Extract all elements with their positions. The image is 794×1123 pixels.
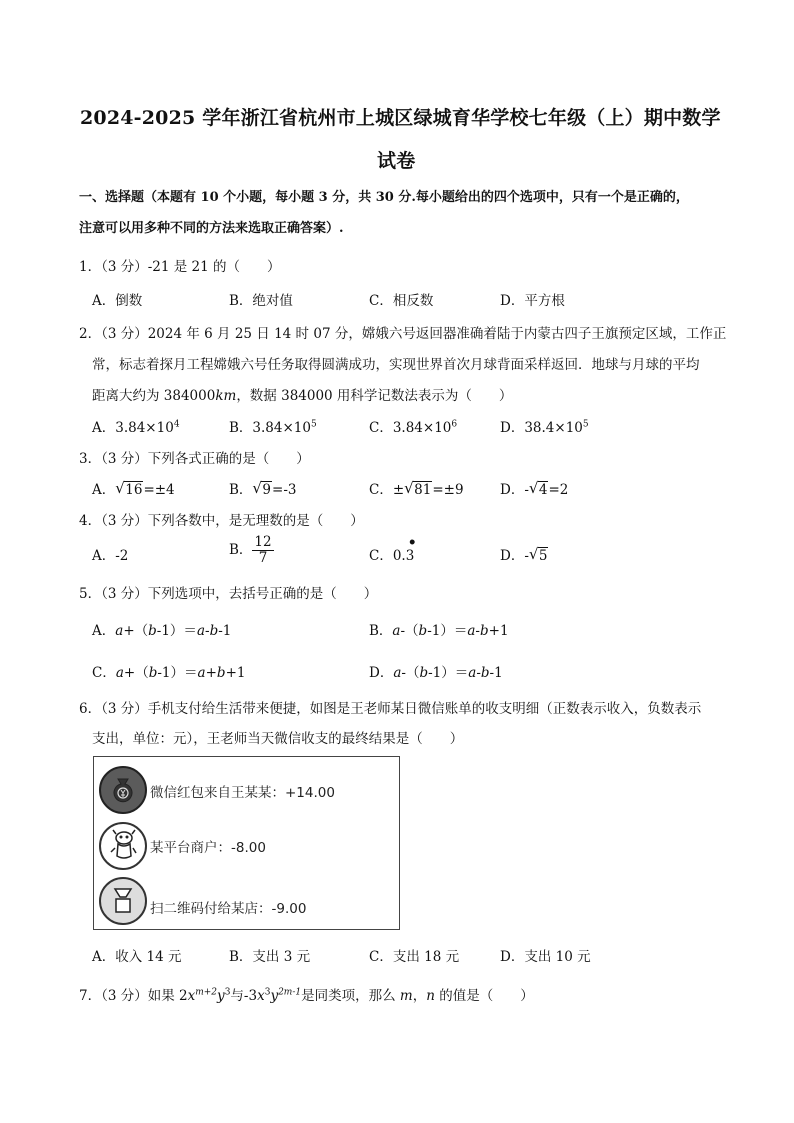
question-5-option-c: C．a+（b-1）＝a+b+1 — [92, 665, 246, 681]
question-6-option-c: C．支出 18 元 — [369, 949, 460, 965]
question-3-option-d — [500, 478, 568, 498]
q2-b-base: B．3.84×10 — [229, 420, 311, 436]
question-7-stem: 7．（3 分）如果 $2x^{m+2}y^3$与$-3x^3y^{2m-1}$是同类项，那么 m，n 的值是（ ） — [79, 987, 534, 1004]
question-1-option-b: B．绝对值 — [229, 293, 293, 309]
q2-b-exp: 5 — [310, 419, 317, 430]
question-1-option-a: A．倒数 — [92, 293, 143, 309]
q2-a-base: A．3.84×10 — [92, 420, 174, 436]
question-5-option-d: D．a-（b-1）＝a-b-1 — [369, 665, 503, 681]
qr-scan-icon — [99, 877, 147, 925]
bill-entry-merchant: 某平台商户：-8.00 — [150, 840, 266, 856]
question-6-option-a: A．收入 14 元 — [92, 949, 182, 965]
question-3-option-b — [229, 478, 296, 498]
q3-c-radicand: 81 — [414, 482, 432, 498]
q3-b-radicand: 9 — [262, 482, 272, 498]
sqrt-symbol: √ 9 — [252, 479, 272, 498]
question-4-option-a: A．-2 — [92, 548, 129, 564]
q2-distance-text: 距离大约为 384000 — [92, 388, 216, 404]
question-1-option-c: C．相反数 — [369, 293, 434, 309]
question-5-option-b: B．a-（b-1）＝a-b+1 — [369, 623, 509, 639]
q3-d-suffix: =2 — [548, 482, 569, 498]
sqrt-symbol: √ 16 — [115, 479, 143, 498]
question-2-option-c — [369, 416, 457, 436]
bill-row-merchant — [94, 817, 399, 873]
q3-d-label: D．- — [500, 482, 529, 498]
wechat-bill-figure — [93, 756, 400, 930]
q3-b-label: B． — [229, 482, 253, 498]
question-3-option-a — [92, 478, 175, 498]
question-4-option-d — [500, 544, 548, 564]
question-1-stem: 1．（3 分）-21 是 21 的（ ） — [79, 259, 281, 275]
q2-c-exp: 6 — [451, 419, 458, 430]
question-4-option-c: C．0. • 3 — [369, 535, 417, 564]
question-3-stem: 3．（3 分）下列各式正确的是（ ） — [79, 451, 310, 467]
repeating-decimal-digit — [405, 535, 417, 564]
q4-b-label: B． — [229, 542, 253, 558]
q4-d-radicand: 5 — [538, 548, 548, 564]
q4-c-repeating-digit: 3 — [405, 548, 415, 564]
sqrt-symbol: √ 81 — [404, 479, 432, 498]
q4-b-numerator: 12 — [254, 534, 272, 550]
question-5-stem: 5．（3 分）下列选项中，去括号正确的是（ ） — [79, 586, 378, 602]
question-2-option-a — [92, 416, 180, 436]
q3-b-suffix: =-3 — [272, 482, 297, 498]
section-heading-line2: 注意可以用多种不同的方法来选取正确答案）. — [79, 221, 344, 236]
question-3-option-c — [369, 478, 464, 498]
question-4-stem: 4．（3 分）下列各数中，是无理数的是（ ） — [79, 513, 364, 529]
merchant-mascot-icon — [99, 822, 147, 870]
bill-row-qr-payment — [94, 875, 399, 931]
question-6-stem-line2: 支出，单位：元），王老师当天微信收支的最终结果是（ ） — [92, 731, 464, 747]
question-6-option-d: D．支出 10 元 — [500, 949, 591, 965]
bill-row-red-packet — [94, 761, 399, 817]
page-title-line1: 2024-2025 学年浙江省杭州市上城区绿城育华学校七年级（上）期中数学 — [80, 107, 721, 129]
q3-a-label: A． — [92, 482, 116, 498]
q3-c-label: C．± — [369, 482, 405, 498]
q4-b-denominator: 7 — [258, 550, 268, 566]
q3-d-radicand: 4 — [538, 482, 548, 498]
question-5-option-a: A．a+（b-1）＝a-b-1 — [92, 623, 232, 639]
q3-c-suffix: =±9 — [432, 482, 464, 498]
q2-unit-km: km — [215, 388, 237, 404]
bill-entry-qr-payment: 扫二维码付给某店：-9.00 — [150, 901, 307, 917]
question-2-stem-line3 — [92, 384, 512, 404]
q2-stem-tail: ，数据 384000 用科学记数法表示为（ ） — [236, 388, 513, 404]
question-2-option-d — [500, 416, 589, 436]
q3-a-radicand: 16 — [125, 482, 143, 498]
sqrt-symbol: √ 4 — [528, 479, 548, 498]
sqrt-symbol: √ 5 — [528, 545, 548, 564]
question-2-stem-line2: 常，标志着探月工程嫦娥六号任务取得圆满成功，实现世界首次月球背面采样返回．地球与月球的平均 — [92, 357, 700, 373]
q4-d-label: D．- — [500, 548, 529, 564]
q2-c-base: C．3.84×10 — [369, 420, 452, 436]
repeating-dot-icon: • — [407, 535, 417, 551]
page-title-line2: 试卷 — [377, 150, 416, 172]
q2-d-exp: 5 — [582, 419, 589, 430]
q3-a-suffix: =±4 — [143, 482, 175, 498]
question-2-stem-line1: 2．（3 分）2024 年 6 月 25 日 14 时 07 分，嫦娥六号返回器准确着陆于内蒙古四子王旗预定区域，工作正 — [79, 326, 727, 342]
question-6-option-b: B．支出 3 元 — [229, 949, 311, 965]
bill-entry-red-packet: 微信红包来自王某某：+14.00 — [150, 785, 335, 801]
fraction — [252, 535, 273, 566]
section-heading-line1: 一、选择题（本题有 10 个小题，每小题 3 分，共 30 分.每小题给出的四个选项中，只有一个是正确的， — [79, 190, 689, 205]
question-1-option-d: D．平方根 — [500, 293, 565, 309]
question-4-option-b — [229, 535, 274, 566]
red-packet-icon — [99, 766, 147, 814]
question-6-stem-line1: 6．（3 分）手机支付给生活带来便捷，如图是王老师某日微信账单的收支明细（正数表示收入，负数表示 — [79, 701, 702, 717]
q2-d-base: D．38.4×10 — [500, 420, 583, 436]
q2-a-exp: 4 — [173, 419, 180, 430]
question-2-option-b — [229, 416, 317, 436]
q4-c-label: C． — [369, 548, 393, 564]
